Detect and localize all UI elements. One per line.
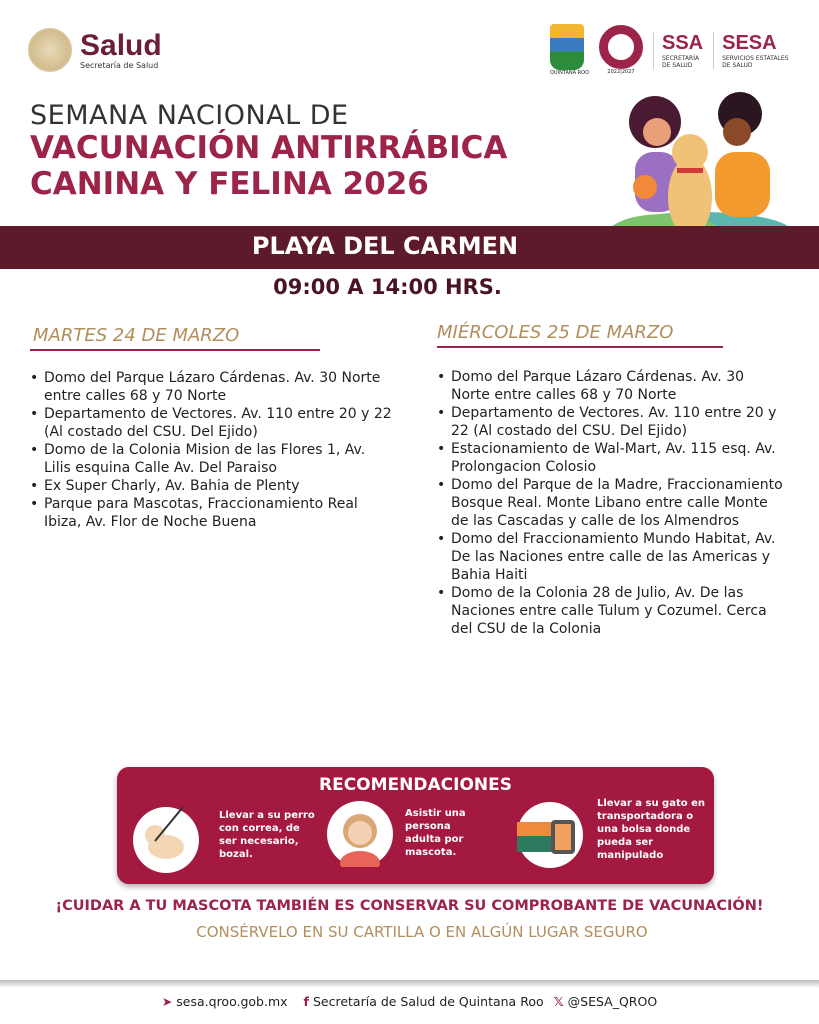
ssa-logo <box>653 32 703 69</box>
location: PLAYA DEL CARMEN <box>251 232 519 260</box>
list-item: • Departamento de Vectores. Av. 110 entre 20 y 22 (Al costado del CSU. Del Ejido) <box>30 405 392 441</box>
partner-logos <box>550 24 789 76</box>
q-years: 2022|2027 <box>607 69 635 75</box>
pet-carrier-icon <box>517 802 583 868</box>
list-item: • Domo del Parque Lázaro Cárdenas. Av. 30 Norte entre calles 68 y 70 Norte <box>30 369 392 405</box>
title-line1: SEMANA NACIONAL DE <box>30 100 349 131</box>
facebook-icon: f <box>303 994 309 1009</box>
ssa-name: SSA <box>662 31 704 54</box>
facebook-link[interactable]: Secretaría de Salud de Quintana Roo <box>312 994 544 1009</box>
list-item: • Estacionamiento de Wal-Mart, Av. 115 esq. Av. Prolongacion Colosio <box>437 440 787 476</box>
list-item: • Domo del Parque de la Madre, Fraccionamiento Bosque Real. Monte Libano entre calle Monte de las Cascadas y calle de los Almendros <box>437 476 787 530</box>
recommendations-panel <box>117 767 714 884</box>
sesa-logo <box>713 32 788 69</box>
x-icon: 𝕏 <box>553 994 564 1009</box>
salud-sub: Secretaría de Salud <box>80 60 159 70</box>
state-label: QUINTANA ROO <box>550 70 589 76</box>
list-item: • Domo de la Colonia 28 de Julio, Av. De las Naciones entre calle Tulum y Cozumel. Cerca del CSU de la Colonia <box>437 584 787 638</box>
footer <box>0 994 819 1009</box>
list-item: • Ex Super Charly, Av. Bahia de Plenty <box>30 477 392 495</box>
slogan-secondary: CONSÉRVELO EN SU CARTILLA O EN ALGÚN LUGAR SEGURO <box>196 923 648 941</box>
day-column-wednesday <box>437 322 787 638</box>
title-line3: CANINA Y FELINA 2026 <box>30 166 429 202</box>
sesa-sub1: SERVICIOS ESTATALES <box>722 54 789 62</box>
ssa-sub2: DE SALUD <box>662 61 693 69</box>
salud-name: Salud <box>80 28 162 62</box>
title-main <box>30 130 507 202</box>
mexico-seal-icon <box>28 28 72 72</box>
list-item: • Domo del Parque Lázaro Cárdenas. Av. 30 Norte entre calles 68 y 70 Norte <box>437 368 787 404</box>
hours: 09:00 A 14:00 HRS. <box>273 275 502 299</box>
adult-person-icon <box>327 801 393 867</box>
recommendation-text: Llevar a su perro con correa, de ser necesario, bozal. <box>219 810 315 860</box>
website-link[interactable]: sesa.qroo.gob.mx <box>176 994 288 1009</box>
list-item: • Departamento de Vectores. Av. 110 entre 20 y 22 (Al costado del CSU. Del Ejido) <box>437 404 787 440</box>
sesa-name: SESA <box>722 31 777 54</box>
location-list <box>30 369 392 531</box>
recommendation-text: Llevar a su gato en transportadora o una bolsa donde pueda ser manipulado <box>597 798 705 861</box>
q-logo-icon <box>599 25 643 69</box>
recommendation-text: Asistir una persona adulta por mascota. <box>405 808 466 858</box>
list-item: • Parque para Mascotas, Fraccionamiento Real Ibiza, Av. Flor de Noche Buena <box>30 495 392 531</box>
footer-divider <box>0 980 819 988</box>
title-line2: VACUNACIÓN ANTIRRÁBICA <box>30 130 508 166</box>
ssa-sub1: SECRETARÍA <box>662 54 700 62</box>
quintana-roo-shield-icon <box>550 24 584 70</box>
recommendations-title: RECOMENDACIONES <box>319 775 512 795</box>
dog-leash-icon <box>133 807 199 873</box>
sesa-sub2: DE SALUD <box>722 61 753 69</box>
slogan: ¡CUIDAR A TU MASCOTA TAMBIÉN ES CONSERVAR SU COMPROBANTE DE VACUNACIÓN! <box>55 898 764 914</box>
salud-logo <box>28 28 162 72</box>
cursor-icon: ➤ <box>161 994 173 1009</box>
day-column-tuesday <box>30 325 392 531</box>
x-link[interactable]: @SESA_QROO <box>567 994 658 1009</box>
day-label: MARTES 24 DE MARZO <box>30 325 320 351</box>
list-item: • Domo del Fraccionamiento Mundo Habitat, Av. De las Naciones entre calle de las Americas y Bahia Haiti <box>437 530 787 584</box>
location-list <box>437 368 787 638</box>
list-item: • Domo de la Colonia Mision de las Flores 1, Av. Lilis esquina Calle Av. Del Paraiso <box>30 441 392 477</box>
day-label: MIÉRCOLES 25 DE MARZO <box>437 322 723 348</box>
